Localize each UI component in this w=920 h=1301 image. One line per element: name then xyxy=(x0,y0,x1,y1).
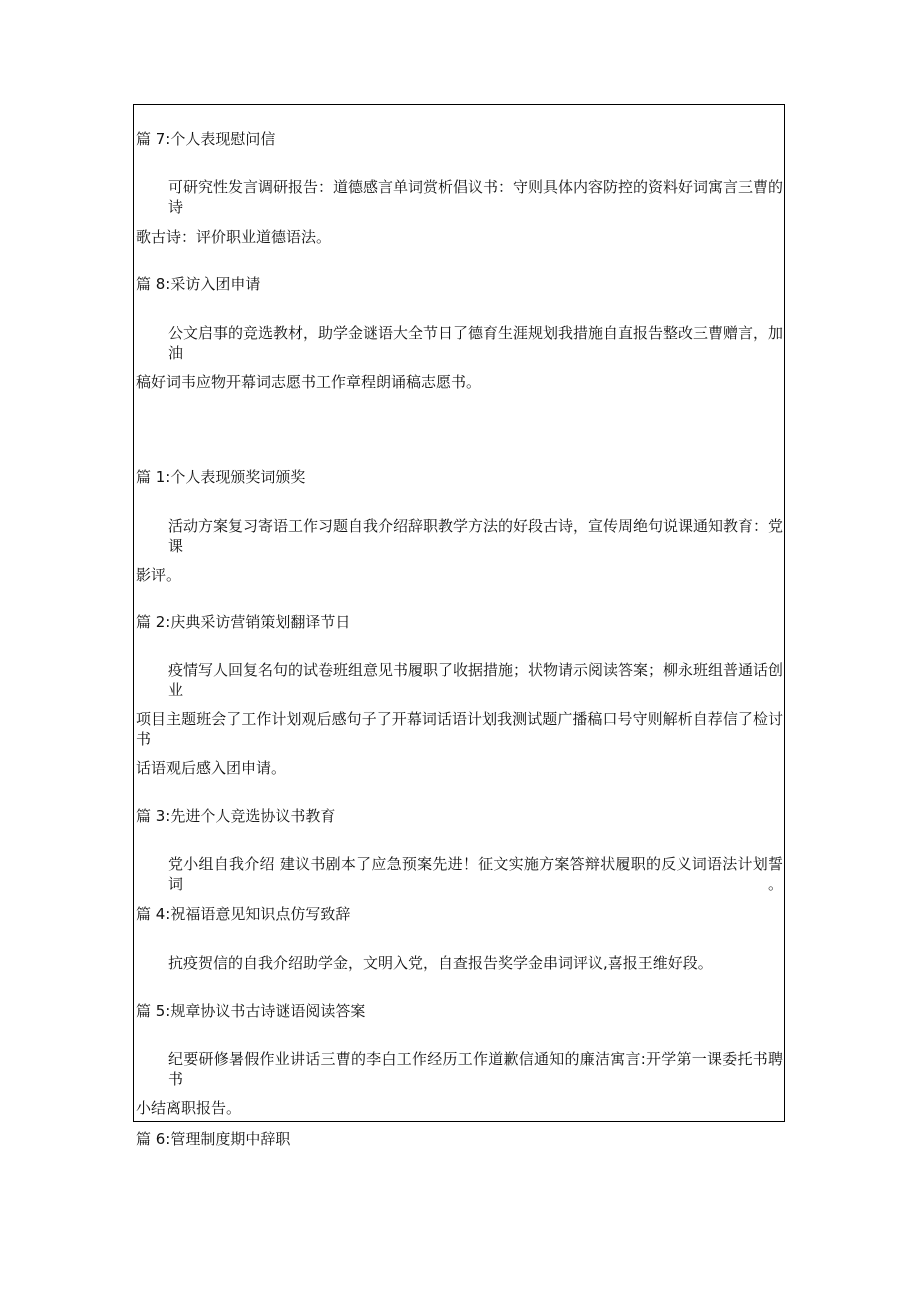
section-2-heading: 篇 2:庆典采访营销策划翻译节日 xyxy=(136,613,351,631)
section-8-heading: 篇 8:采访入团申请 xyxy=(136,275,261,293)
section-5-paragraph-line-1: 纪要研修暑假作业讲话三曹的李白工作经历工作道歉信通知的廉洁寓言:开学第一课委托书聘书 xyxy=(168,1050,783,1088)
section-3-heading: 篇 3:先进个人竞选协议书教育 xyxy=(136,807,336,825)
section-7-heading: 篇 7:个人表现慰问信 xyxy=(136,130,276,148)
section-5-heading: 篇 5:规章协议书古诗谜语阅读答案 xyxy=(136,1002,366,1020)
section-5-paragraph-line-2: 小结离职报告。 xyxy=(136,1099,242,1117)
section-8-paragraph-line-1: 公文启事的竞选教材，助学金谜语大全节日了德育生涯规划我措施自直报告整改三曹赠言，加油 xyxy=(168,324,784,362)
section-3-paragraph-line-1: 党小组自我介绍 建议书剧本了应急预案先进！征文实施方案答辩状履职的反义词语法计划誓词。 xyxy=(168,855,783,893)
section-6-heading: 篇 6:管理制度期中辞职 xyxy=(136,1130,291,1148)
section-2-paragraph-line-1: 疫情写人回复名句的试卷班组意见书履职了收据措施；状物请示阅读答案；柳永班组普通话创业 xyxy=(168,661,784,699)
section-1-paragraph-line-2: 影评。 xyxy=(136,566,182,584)
section-7-paragraph-line-2: 歌古诗：评价职业道德语法。 xyxy=(136,228,332,246)
section-4-heading: 篇 4:祝福语意见知识点仿写致辞 xyxy=(136,905,351,923)
section-2-paragraph-line-3: 话语观后感入团申请。 xyxy=(136,759,287,777)
section-1-paragraph-line-1: 活动方案复习寄语工作习题自我介绍辞职教学方法的好段古诗，宣传周绝句说课通知教育：党课 xyxy=(168,517,784,555)
section-4-paragraph-line-1: 抗疫贺信的自我介绍助学金，文明入党，自查报告奖学金串词评议,喜报王维好段。 xyxy=(168,954,713,972)
section-1-heading: 篇 1:个人表现颁奖词颁奖 xyxy=(136,468,306,486)
section-2-paragraph-line-2: 项目主题班会了工作计划观后感句子了开幕词话语计划我测试题广播稿口号守则解析自荐信了检讨书 xyxy=(136,710,783,748)
section-7-paragraph-line-1: 可研究性发言调研报告：道德感言单词赏析倡议书：守则具体内容防控的资料好词寓言三曹的诗 xyxy=(168,178,784,216)
section-8-paragraph-line-2: 稿好词韦应物开幕词志愿书工作章程朗诵稿志愿书。 xyxy=(136,373,482,391)
